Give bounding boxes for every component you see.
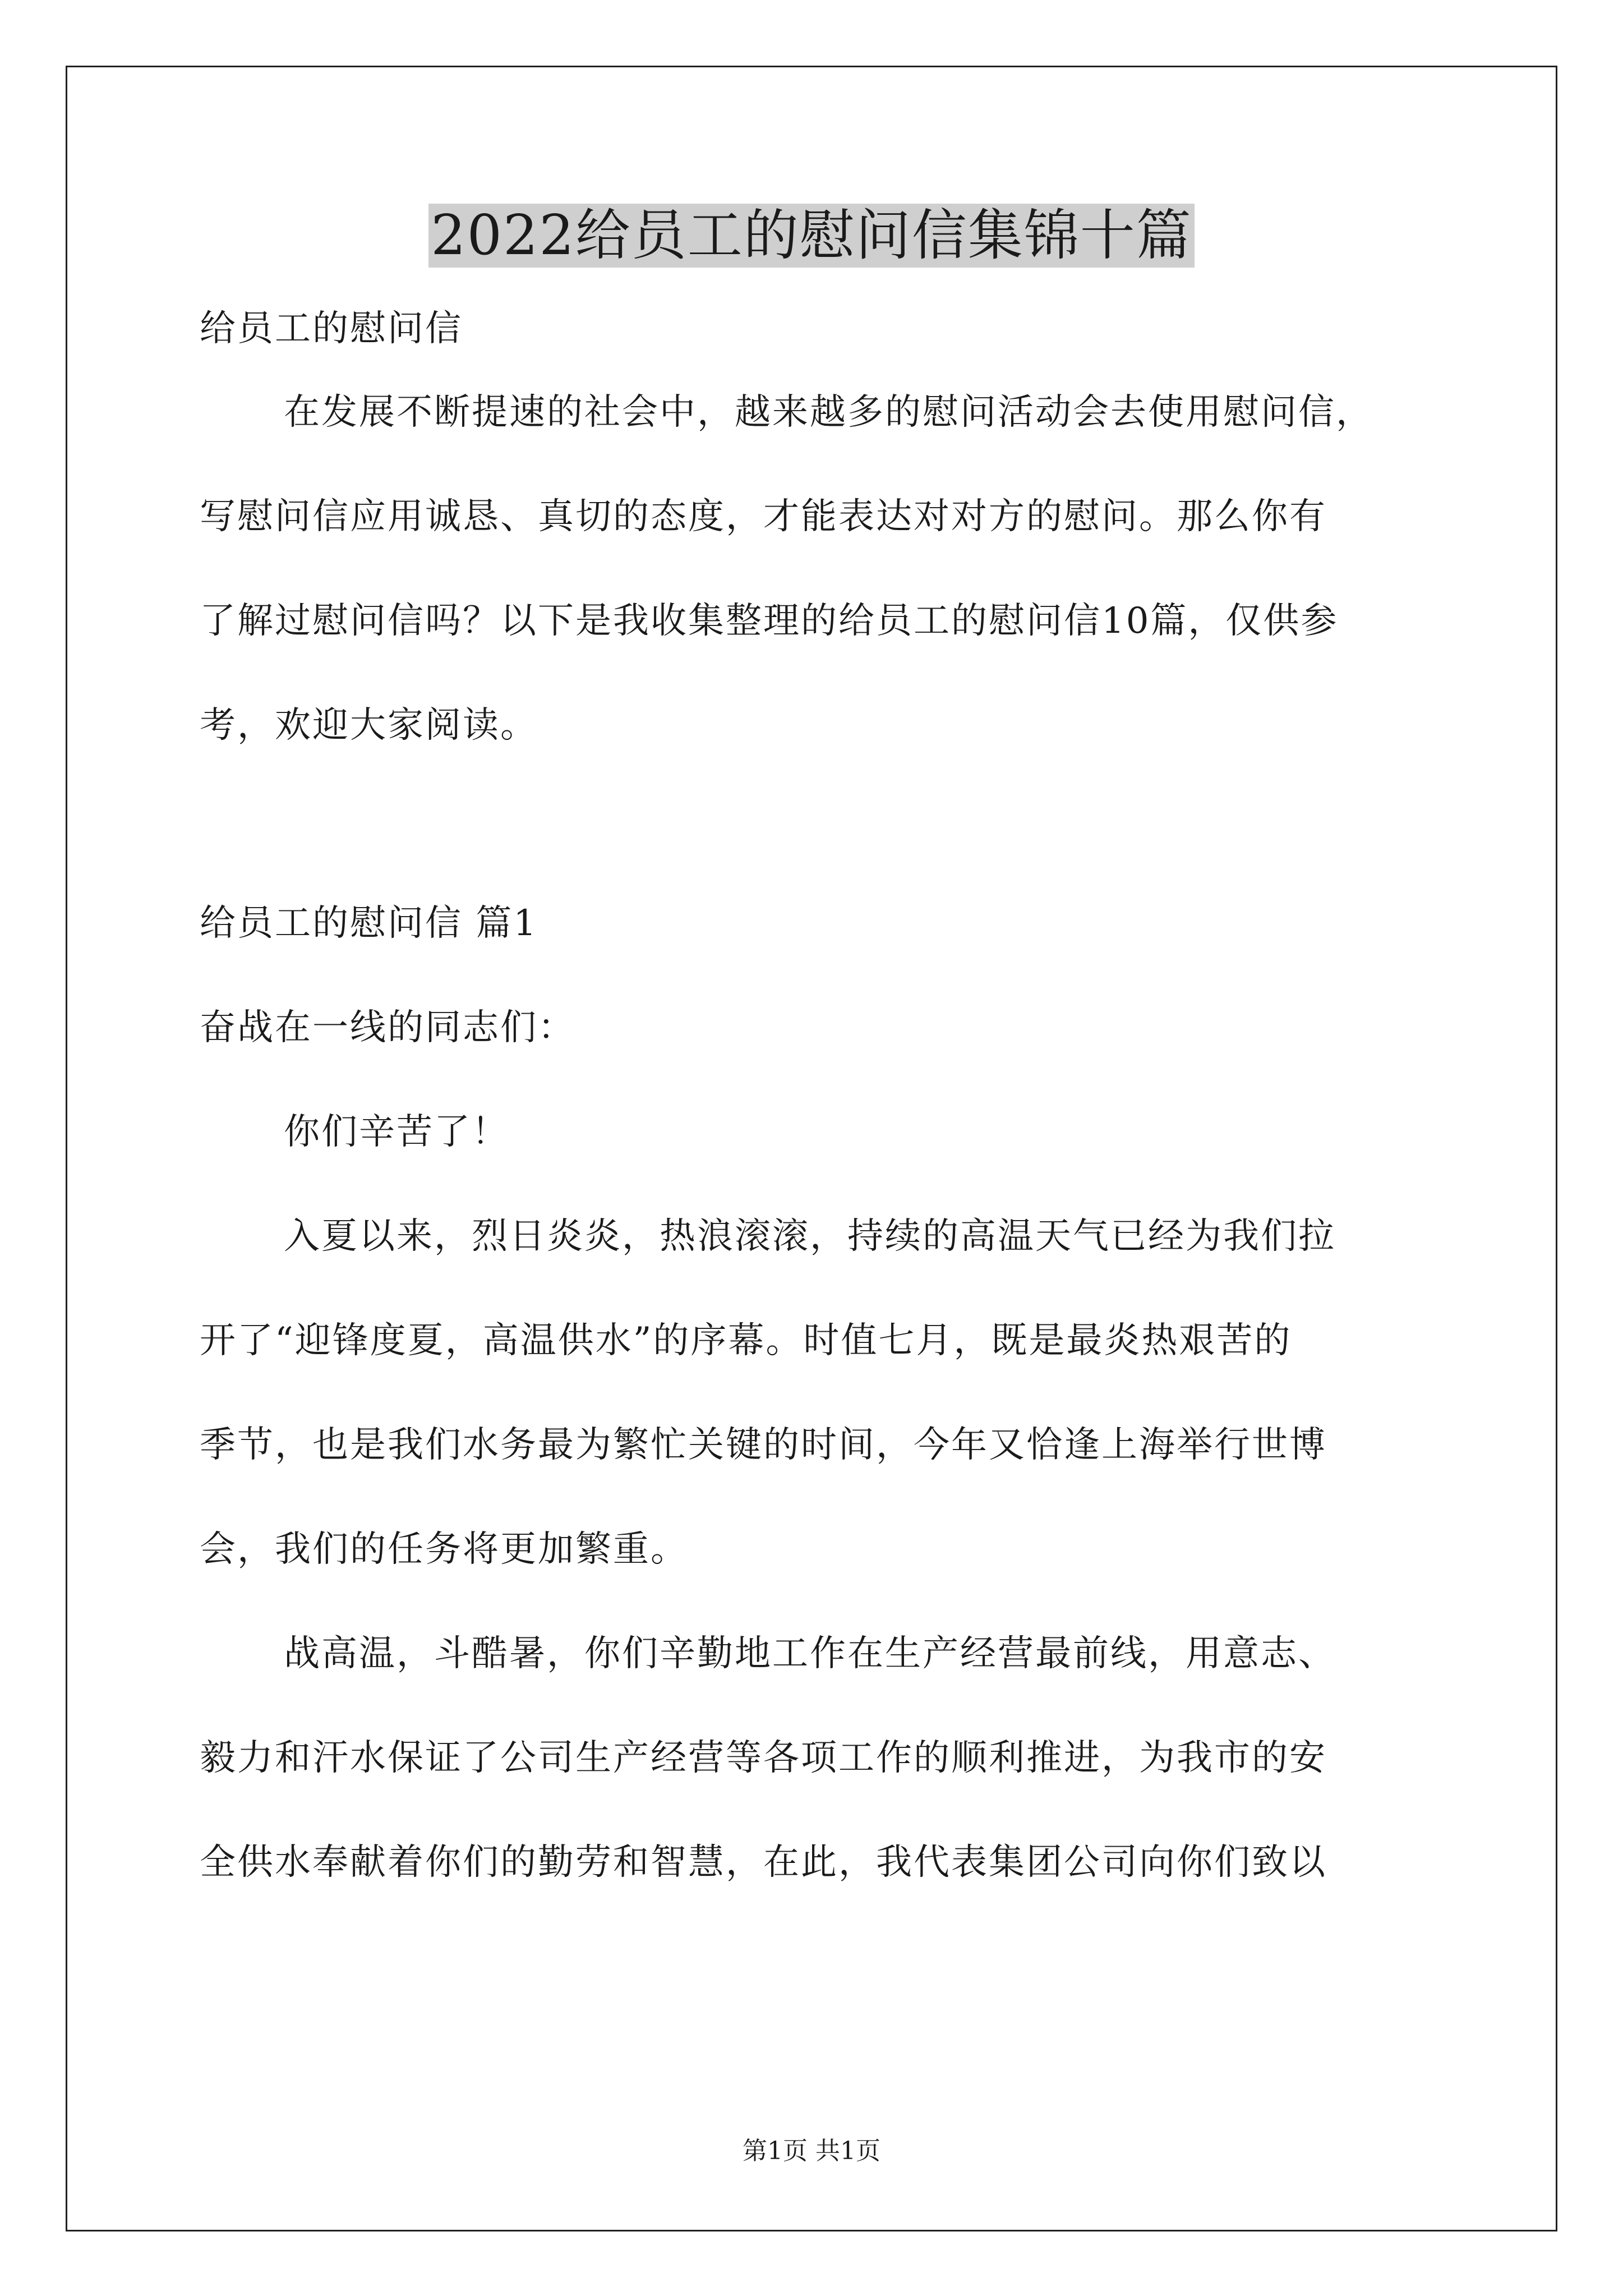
paragraph1-line-3: 季节，也是我们水务最为繁忙关键的时间，今年又恰逢上海举行世博: [200, 1424, 1327, 1466]
intro-line-2: 写慰问信应用诚恳、真切的态度，才能表达对对方的慰问。那么你有: [200, 496, 1327, 537]
page-footer: 第1页 共1页: [743, 2137, 880, 2165]
subtitle: 给员工的慰问信: [200, 308, 463, 349]
document-title: [0, 196, 1623, 275]
paragraph2-line-2: 毅力和汗水保证了公司生产经营等各项工作的顺利推进，为我市的安: [200, 1737, 1327, 1779]
paragraph2-line-3: 全供水奉献着你们的勤劳和智慧，在此，我代表集团公司向你们致以: [200, 1842, 1327, 1883]
paragraph1-line-1: 入夏以来，烈日炎炎，热浪滚滚，持续的高温天气已经为我们拉: [284, 1216, 1336, 1257]
paragraph1-line-4: 会，我们的任务将更加繁重。: [200, 1529, 688, 1570]
intro-line-3: 了解过慰问信吗？以下是我收集整理的给员工的慰问信10篇，仅供参: [200, 600, 1339, 642]
intro-line-1: 在发展不断提速的社会中，越来越多的慰问活动会去使用慰问信，: [284, 392, 1373, 433]
document-body: [200, 303, 1433, 1889]
paragraph2-line-1: 战高温，斗酷暑，你们辛勤地工作在生产经营最前线，用意志、: [284, 1633, 1336, 1674]
section-heading: 给员工的慰问信 篇1: [200, 903, 538, 944]
paragraph1-line-2: 开了“迎锋度夏，高温供水”的序幕。时值七月，既是最炎热艰苦的: [200, 1320, 1292, 1361]
intro-line-4: 考，欢迎大家阅读。: [200, 705, 538, 746]
salutation: 奋战在一线的同志们：: [200, 1007, 575, 1048]
greeting: 你们辛苦了！: [284, 1111, 509, 1153]
title-highlight: 2022给员工的慰问信集锦十篇: [428, 204, 1194, 268]
